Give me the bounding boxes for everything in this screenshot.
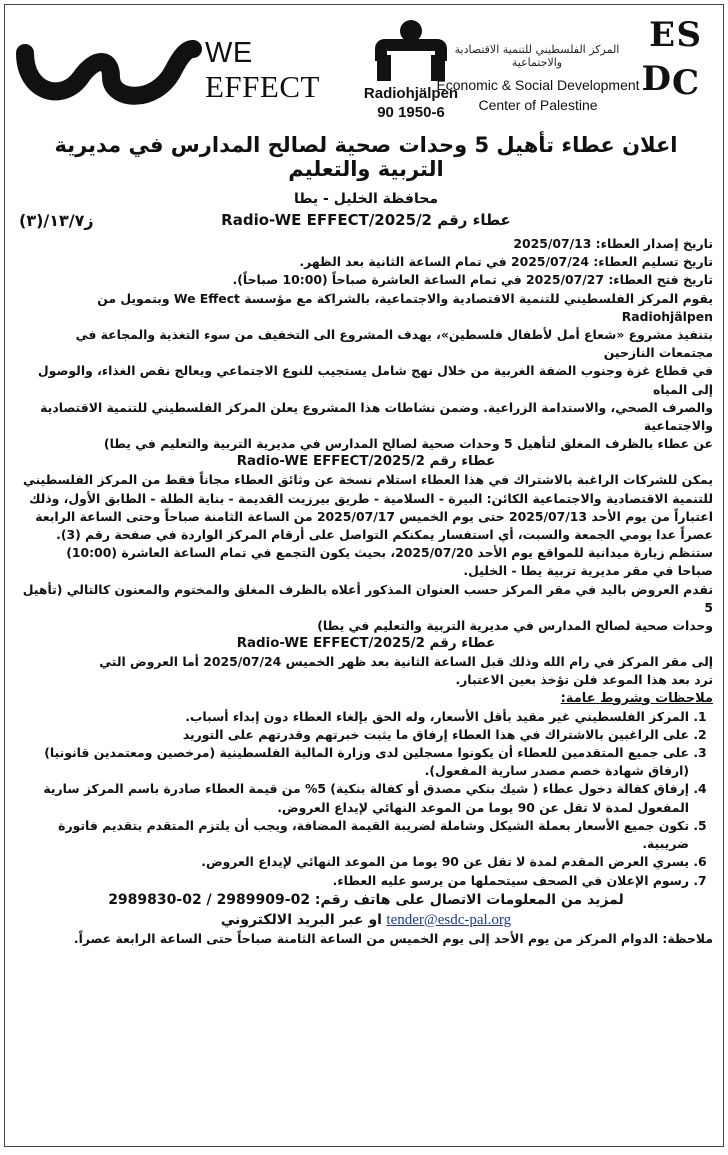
participation-line: وحدات صحية لصالح المدارس في مديرية التربية والتعليم في يطا) <box>317 618 713 634</box>
intro-line: عن عطاء بالظرف المغلق لتأهيل 5 وحدات صحية لصالح المدارس في مديرية التربية والتعليم في يطا) <box>103 436 713 452</box>
note-item: 6. يسري العرض المقدم لمدة لا تقل عن 90 يوما من الموعد النهائي لإيداع العروض. <box>19 853 689 871</box>
esdc-letter-d: D <box>641 59 671 99</box>
radiohjalpen-number: 90 1950-6 <box>377 104 445 121</box>
note-item: 5. تكون جميع الأسعار بعملة الشيكل وشاملة لضريبة القيمة المضافة، ويجب أن يلتزم المتقدم بتقديم فاتورة ضريبية. <box>19 817 689 853</box>
submission-line: إلى مقر المركز في رام الله وذلك قبل الساعة الثانية بعد ظهر الخميس 2025/07/24 أما العروض التي <box>99 654 713 670</box>
tender-number: عطاء رقم 2/Radio-WE EFFECT/2025 <box>221 211 511 229</box>
logo-bar <box>15 11 713 121</box>
intro-line: والصرف الصحي، والاستدامة الزراعية. وضمن نشاطات هذا المشروع يعلن المركز الفلسطيني للتنمية الاقتصادية والاجتماعية <box>40 399 713 434</box>
esdc-letter-e: E <box>649 15 675 55</box>
tender-number-row <box>19 211 713 233</box>
note-item: 2. على الراغبين بالاشتراك في هذا العطاء إرفاق ما يثبت خبرتهم وقدرتهم على التوريد <box>19 726 689 744</box>
governorate: محافظة الخليل - يطا <box>294 191 438 207</box>
announcement-body <box>19 133 713 948</box>
esdc-logo <box>433 11 713 119</box>
notes-heading: ملاحظات وشروط عامة: <box>560 690 713 706</box>
office-hours-note: ملاحظة: الدوام المركز من يوم الأحد إلى يوم الخميس من الساعة الثامنة صباحاً حتى الساعة الرابعة عصراً. <box>73 930 713 946</box>
contact-email-row <box>19 910 713 930</box>
intro-line: في قطاع غزة وجنوب الضفة الغربية من خلال نهج شامل يستجيب للنوع الاجتماعي ويعالج نقص الغذاء، والوصول إلى المياه <box>37 363 713 397</box>
submission-date: تاريخ تسليم العطاء: 2025/07/24 في تمام الساعة الثانية بعد الظهر. <box>299 254 713 270</box>
participation-line: يمكن للشركات الراغبة بالاشتراك في هذا العطاء استلام نسخة عن وثائق العطاء مجاناً فقط من المركز الفلسطيني <box>22 472 713 488</box>
esdc-letter-c: C <box>671 63 699 103</box>
we-effect-word-2: EFFECT <box>205 69 320 104</box>
esdc-english-name-1: Economic & Social Development <box>436 77 640 93</box>
submission-line: ترد بعد هذا الموعد فلن تؤخذ بعين الاعتبار. <box>455 672 713 688</box>
email-intro: او عبر البريد الالكتروني <box>220 911 382 928</box>
notes-list <box>19 708 713 890</box>
radiohjalpen-name: Radiohjälpen <box>363 85 459 102</box>
esdc-english-name-2: Center of Palestine <box>478 97 598 113</box>
participation-line: للتنمية الاقتصادية والاجتماعية الكائن: البيرة - السلامية - طريق بيرزيت القديمة - بناية الطلة - الطابق الأول، وذلك <box>29 490 713 506</box>
participation-line: اعتباراً من يوم الأحد 2025/07/13 حتى يوم الخميس 2025/07/17 من الساعة الثامنة صباحاً وحتى الساعة الرابعة <box>35 508 713 524</box>
note-item: 7. رسوم الإعلان في الصحف سيتحملها من يرسو عليه العطاء. <box>19 872 689 890</box>
contact-phones: لمزيد من المعلومات الاتصال على هاتف رقم: 02-2989909 / 02-2989830 <box>108 891 624 908</box>
participation-line: عصراً عدا يومي الجمعة والسبت، أي استفسار يمكنكم التواصل على أرقام المركز الواردة في صفحة رقم (3). <box>56 527 713 543</box>
opening-date: تاريخ فتح العطاء: 2025/07/27 في تمام الساعة العاشرة صباحاً (10:00 صباحاً). <box>232 272 713 288</box>
we-effect-mark-icon <box>15 31 205 111</box>
note-item: 1. المركز الفلسطيني غير مقيد بأقل الأسعار، وله الحق بإلغاء العطاء دون إبداء أسباب. <box>19 708 689 726</box>
intro-line: يقوم المركز الفلسطيني للتنمية الاقتصادية والاجتماعية، بالشراكة مع مؤسسة We Effect وبتمويل من Radiohjälpen <box>97 290 713 324</box>
participation-line: ستنظم زيارة ميدانية للمواقع يوم الأحد 2025/07/20، بحيث يكون التجمع في تمام الساعة العاشرة (10:00) <box>66 545 713 561</box>
page-title: اعلان عطاء تأهيل 5 وحدات صحية لصالح المدارس في مديرية التربية والتعليم <box>54 133 678 181</box>
email-link[interactable]: tender@esdc-pal.org <box>386 911 512 928</box>
we-effect-word-1: WE <box>205 37 253 69</box>
esdc-letters-mark <box>643 15 705 111</box>
reference-code: ز١٣/٧/(٣) <box>19 211 94 230</box>
esdc-arabic-name: المركز الفلسطيني للتنمية الاقتصادية والاجتماعية <box>454 43 620 69</box>
tender-number-envelope: عطاء رقم 2/Radio-WE EFFECT/2025 <box>236 636 496 652</box>
tender-number-repeat: عطاء رقم 2/Radio-WE EFFECT/2025 <box>236 454 496 470</box>
intro-line: بتنفيذ مشروع «شعاع أمل لأطفال فلسطين»، يهدف المشروع الى التخفيف من سوء التغذية والمجاعة في مجتمعات النازحين <box>75 327 713 361</box>
participation-line: صباحا في مقر مديرية تربية يطا - الخليل. <box>463 563 713 579</box>
note-item: 3. على جميع المتقدمين للعطاء أن يكونوا مسجلين لدى وزارة المالية الفلسطينية (مرخصين ومعتمدين قانونيا) (ارفاق شهادة خصم مصدر سارية المفعول). <box>19 744 689 780</box>
participation-line: تقدم العروض باليد في مقر المركز حسب العنوان المذكور أعلاه بالظرف المغلق والمختوم والمعنون كالتالي (تأهيل 5 <box>22 581 713 615</box>
note-item: 4. إرفاق كفالة دخول عطاء ( شيك بنكي مصدق أو كفالة بنكية) 5% من قيمة العطاء صادرة باسم المركز سارية المفعول لمدة لا تقل عن 90 يوما من الموعد النهائي لإيداع العروض. <box>19 780 689 816</box>
we-effect-logo <box>15 31 320 111</box>
esdc-letter-s: S <box>676 15 701 55</box>
tender-announcement <box>4 4 724 1147</box>
issue-date: تاريخ إصدار العطاء: 2025/07/13 <box>513 236 713 251</box>
